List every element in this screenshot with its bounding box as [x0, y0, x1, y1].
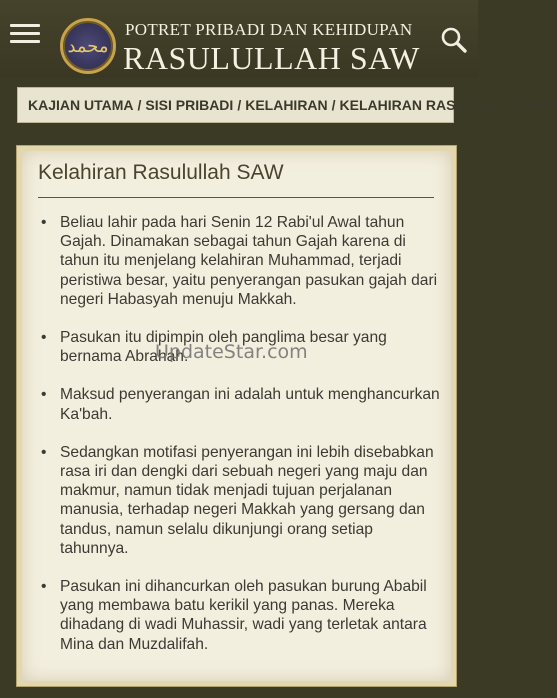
search-icon[interactable]	[440, 26, 468, 54]
watermark-text: UpdateStar.com	[155, 341, 308, 363]
article-title: Kelahiran Rasulullah SAW	[38, 161, 284, 184]
breadcrumb	[17, 87, 557, 123]
logo-glyph: محمد	[67, 35, 109, 57]
breadcrumb-separator: /	[237, 97, 242, 113]
list-item: • Pasukan ini dihancurkan oleh pasukan burung Ababil yang membawa batu kerikil yang panas. Mereka dihadang di wadi Muhassir, wadi yang terletak antara Mina dan Muzdalifah.	[38, 577, 443, 654]
breadcrumb-separator: /	[331, 97, 336, 113]
breadcrumb-item-sisi-pribadi[interactable]: SISI PRIBADI	[145, 97, 234, 113]
app-header	[0, 0, 478, 78]
list-item: • Pasukan itu dipimpin oleh panglima besar yang bernama Abrahah.	[38, 328, 443, 366]
breadcrumb-item-kelahiran[interactable]: KELAHIRAN	[245, 97, 328, 113]
app-title: RASULULLAH SAW	[123, 40, 420, 76]
title-divider	[38, 197, 434, 198]
hamburger-menu-icon[interactable]	[10, 24, 40, 44]
breadcrumb-item-kajian-utama[interactable]: KAJIAN UTAMA	[28, 97, 134, 113]
list-item: • Maksud penyerangan ini adalah untuk menghancurkan Ka'bah.	[38, 385, 443, 423]
list-item: • Beliau lahir pada hari Senin 12 Rabi'ul Awal tahun Gajah. Dinamakan sebagai tahun Gajah karena di tahun itu menjelang kelahiran Muhammad, terjadi peristiwa besar, yaitu penyerangan pasukan gajah dari negeri Habasyah menuju Makkah.	[38, 213, 443, 309]
article-card	[17, 146, 456, 686]
breadcrumb-separator: /	[137, 97, 142, 113]
logo	[60, 18, 116, 74]
article-list	[38, 213, 443, 673]
breadcrumb-item-current: KELAHIRAN RASULULLAH SAW	[339, 97, 557, 113]
app-subtitle: POTRET PRIBADI DAN KEHIDUPAN	[125, 20, 413, 39]
list-item: • Sedangkan motifasi penyerangan ini lebih disebabkan rasa iri dan dengki dari sebuah negeri yang maju dan makmur, namun tidak menjadi tujuan perjalanan manusia, terhadap negeri Makkah yang gersang dan tandus, namun selalu dikunjungi orang setiap tahunnya.	[38, 443, 443, 558]
